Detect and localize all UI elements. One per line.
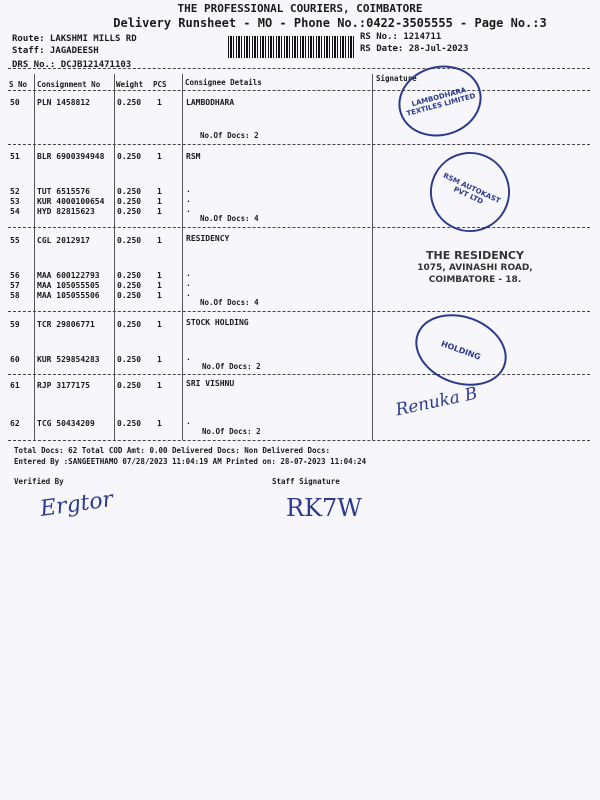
staff-label: Staff: JAGADEESH: [12, 46, 99, 56]
row-consignment: KUR 4000100654: [37, 197, 105, 206]
row-pcs: 1: [157, 271, 162, 280]
row-consignment: TCG 50434209: [37, 419, 95, 428]
row-sno: 58: [10, 291, 20, 300]
column-divider: [114, 74, 115, 440]
stamp-text: LAMBODHARA TEXTILES LIMITED: [405, 86, 477, 118]
vishnu-signature: Renuka B: [393, 383, 480, 421]
residency-stamp: [400, 250, 550, 286]
row-sno: 51: [10, 152, 20, 161]
row-consignment: MAA 105055506: [37, 291, 100, 300]
docs-count: No.Of Docs: 4: [200, 214, 259, 223]
row-sno: 62: [10, 419, 20, 428]
row-mark: .: [186, 185, 191, 194]
divider: [8, 90, 590, 91]
row-pcs: 1: [157, 291, 162, 300]
row-sno: 52: [10, 187, 20, 196]
row-mark: .: [186, 269, 191, 278]
barcode: [228, 36, 354, 58]
col-header-weight: Weight: [116, 80, 144, 89]
divider: [8, 68, 590, 69]
row-pcs: 1: [157, 98, 162, 107]
col-header-consignee: Consignee Details: [185, 78, 262, 87]
docs-count: No.Of Docs: 4: [200, 298, 259, 307]
lambodhara-stamp: [390, 56, 489, 145]
rs-number: RS No.: 1214711: [360, 32, 442, 42]
row-weight: 0.250: [117, 98, 142, 107]
row-pcs: 1: [157, 197, 162, 206]
verified-by-label: Verified By: [14, 477, 64, 486]
column-divider: [34, 74, 35, 440]
row-mark: .: [186, 289, 191, 298]
row-weight: 0.250: [117, 381, 142, 390]
staff-signature-label: Staff Signature: [272, 477, 340, 486]
divider: [8, 227, 590, 228]
residency-address: 1075, AVINASHI ROAD,: [417, 263, 533, 273]
row-weight: 0.250: [117, 419, 142, 428]
col-header-consignment: Consignment No: [37, 80, 101, 89]
consignee-name: STOCK HOLDING: [186, 318, 249, 327]
row-consignment: TCR 29806771: [37, 320, 95, 329]
row-pcs: 1: [157, 152, 162, 161]
row-sno: 53: [10, 197, 20, 206]
residency-name: THE RESIDENCY: [426, 249, 524, 262]
row-mark: .: [186, 205, 191, 214]
row-consignment: HYD 82815623: [37, 207, 95, 216]
row-weight: 0.250: [117, 291, 142, 300]
row-mark: .: [186, 353, 191, 362]
rsm-stamp: [417, 139, 523, 245]
row-sno: 57: [10, 281, 20, 290]
drs-number: DRS No.: DCJB121471103: [12, 60, 132, 70]
row-mark: .: [186, 417, 191, 426]
consignee-name: SRI VISHNU: [186, 379, 235, 388]
staff-signature: RK7W: [286, 494, 362, 522]
row-weight: 0.250: [117, 281, 142, 290]
consignee-name: LAMBODHARA: [186, 98, 235, 107]
holding-stamp: [405, 302, 517, 398]
row-sno: 54: [10, 207, 20, 216]
totals-line: Total Docs: 62 Total COD Amt: 0.00 Delivered Docs: Non Delivered Docs:: [14, 446, 331, 455]
row-consignment: KUR 529854283: [37, 355, 100, 364]
row-weight: 0.250: [117, 236, 142, 245]
row-sno: 56: [10, 271, 20, 280]
col-header-sno: S No: [9, 80, 28, 89]
runsheet-title: Delivery Runsheet - MO - Phone No.:0422-3505555 - Page No.:3: [113, 16, 547, 30]
route-label: Route: LAKSHMI MILLS RD: [12, 34, 137, 44]
row-sno: 55: [10, 236, 20, 245]
row-weight: 0.250: [117, 355, 142, 364]
row-consignment: MAA 600122793: [37, 271, 100, 280]
row-pcs: 1: [157, 355, 162, 364]
divider: [8, 440, 590, 441]
col-header-signature: Signature: [376, 74, 417, 83]
rs-date: RS Date: 28-Jul-2023: [360, 44, 469, 54]
row-pcs: 1: [157, 281, 162, 290]
stamp-text: RSM AUTOKAST PVT LTD: [441, 171, 502, 206]
residency-city: COIMBATORE - 18.: [428, 275, 522, 285]
row-pcs: 1: [157, 187, 162, 196]
row-pcs: 1: [157, 236, 162, 245]
entered-by-line: Entered By :SANGEETHAMO 07/28/2023 11:04:19 AM Printed on: 28-07-2023 11:04:24: [14, 457, 367, 466]
row-weight: 0.250: [117, 197, 142, 206]
row-weight: 0.250: [117, 152, 142, 161]
row-consignment: PLN 1458812: [37, 98, 90, 107]
row-weight: 0.250: [117, 271, 142, 280]
docs-count: No.Of Docs: 2: [202, 362, 261, 371]
column-divider: [182, 74, 183, 440]
row-pcs: 1: [157, 320, 162, 329]
consignee-name: RSM: [186, 152, 201, 161]
row-weight: 0.250: [117, 207, 142, 216]
row-weight: 0.250: [117, 187, 142, 196]
row-sno: 60: [10, 355, 20, 364]
column-divider: [372, 74, 373, 440]
row-consignment: MAA 105055505: [37, 281, 100, 290]
row-mark: .: [186, 195, 191, 204]
divider: [8, 311, 590, 312]
col-header-pcs: PCS: [153, 80, 167, 89]
stamp-text: HOLDING: [439, 338, 483, 362]
consignee-name: RESIDENCY: [186, 234, 230, 243]
docs-count: No.Of Docs: 2: [200, 131, 259, 140]
divider: [8, 144, 590, 145]
row-consignment: CGL 2012917: [37, 236, 90, 245]
row-consignment: TUT 6515576: [37, 187, 90, 196]
row-sno: 50: [10, 98, 20, 107]
row-weight: 0.250: [117, 320, 142, 329]
row-sno: 61: [10, 381, 20, 390]
row-pcs: 1: [157, 207, 162, 216]
row-pcs: 1: [157, 381, 162, 390]
row-sno: 59: [10, 320, 20, 329]
row-consignment: RJP 3177175: [37, 381, 90, 390]
verified-signature: Ergtor: [38, 487, 115, 522]
row-consignment: BLR 6900394948: [37, 152, 105, 161]
row-mark: .: [186, 279, 191, 288]
docs-count: No.Of Docs: 2: [202, 427, 261, 436]
divider: [8, 374, 590, 375]
company-title: THE PROFESSIONAL COURIERS, COIMBATORE: [177, 2, 423, 15]
row-pcs: 1: [157, 419, 162, 428]
